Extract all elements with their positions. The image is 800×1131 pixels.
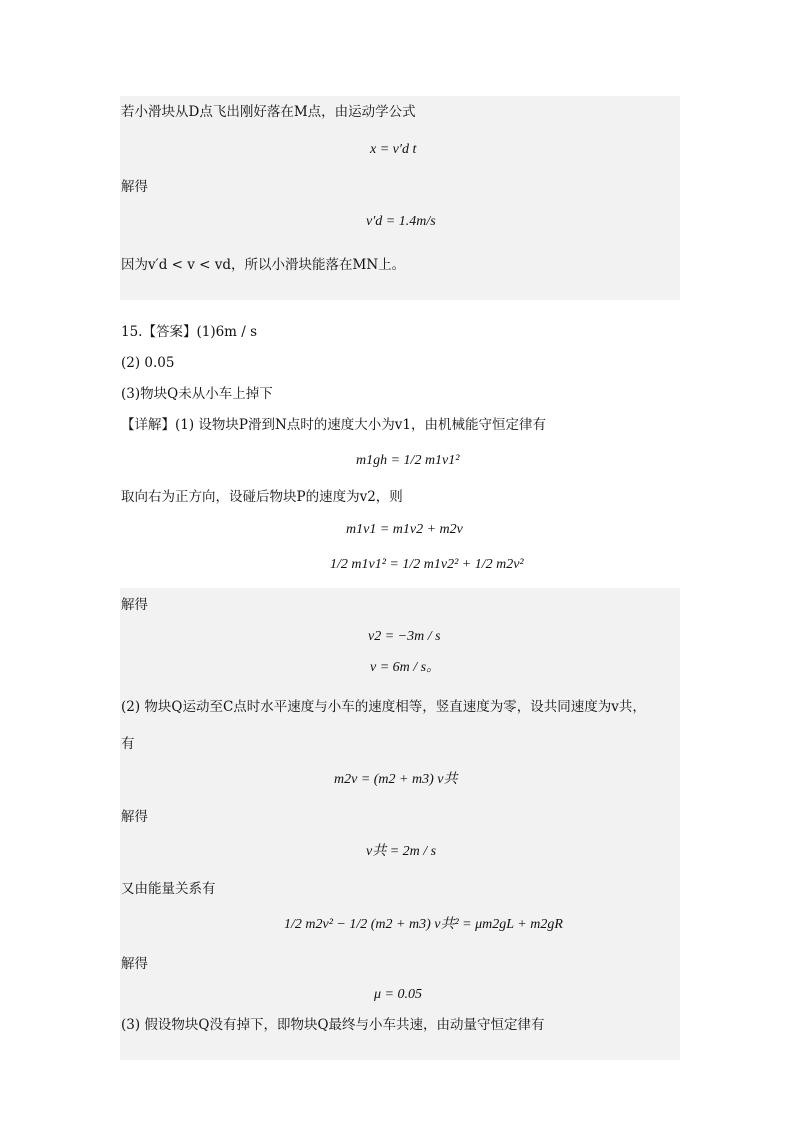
equation-6: v2 = −3m / s [368, 629, 441, 644]
detail-line-6: 解得 [121, 809, 148, 825]
detail-line-2: 取向右为正方向，设碰后物块P的速度为v2，则 [121, 489, 403, 505]
equation-8: m2v = (m2 + m3) v共 [334, 772, 458, 787]
detail-line-5: 有 [121, 736, 135, 752]
text-line-2: 解得 [121, 179, 148, 195]
equation-5: 1/2 m1v1² = 1/2 m1v2² + 1/2 m2v² [330, 557, 524, 572]
equation-3: m1gh = 1/2 m1v1² [356, 453, 460, 468]
detail-line-1: 【详解】(1) 设物块P滑到N点时的速度大小为v1，由机械能守恒定律有 [121, 417, 547, 433]
answer-part-2: (2) 0.05 [121, 355, 175, 371]
text-line-1: 若小滑块从D点飞出刚好落在M点，由运动学公式 [121, 104, 416, 120]
equation-9: v共 = 2m / s [366, 844, 437, 859]
detail-line-9: (3) 假设物块Q没有掉下，即物块Q最终与小车共速，由动量守恒定律有 [121, 1017, 545, 1033]
answer-heading: 15.【答案】(1)6m / s [121, 324, 258, 340]
equation-4: m1v1 = m1v2 + m2v [346, 522, 463, 537]
equation-11: μ = 0.05 [374, 987, 422, 1002]
equation-1: x = v′d t [370, 142, 417, 157]
text-line-3: 因为v′d < v < vd，所以小滑块能落在MN上。 [121, 257, 406, 273]
detail-line-7: 又由能量关系有 [121, 881, 216, 897]
equation-2: v′d = 1.4m/s [366, 214, 436, 229]
detail-line-3: 解得 [121, 597, 148, 613]
equation-7: v = 6m / s。 [370, 660, 441, 675]
detail-line-8: 解得 [121, 956, 148, 972]
answer-part-3: (3)物块Q未从小车上掉下 [121, 386, 273, 402]
detail-line-4: (2) 物块Q运动至C点时水平速度与小车的速度相等，竖直速度为零，设共同速度为v共， [121, 699, 646, 715]
equation-10: 1/2 m2v² − 1/2 (m2 + m3) v共² = μm2gL + m2gR [284, 917, 563, 932]
